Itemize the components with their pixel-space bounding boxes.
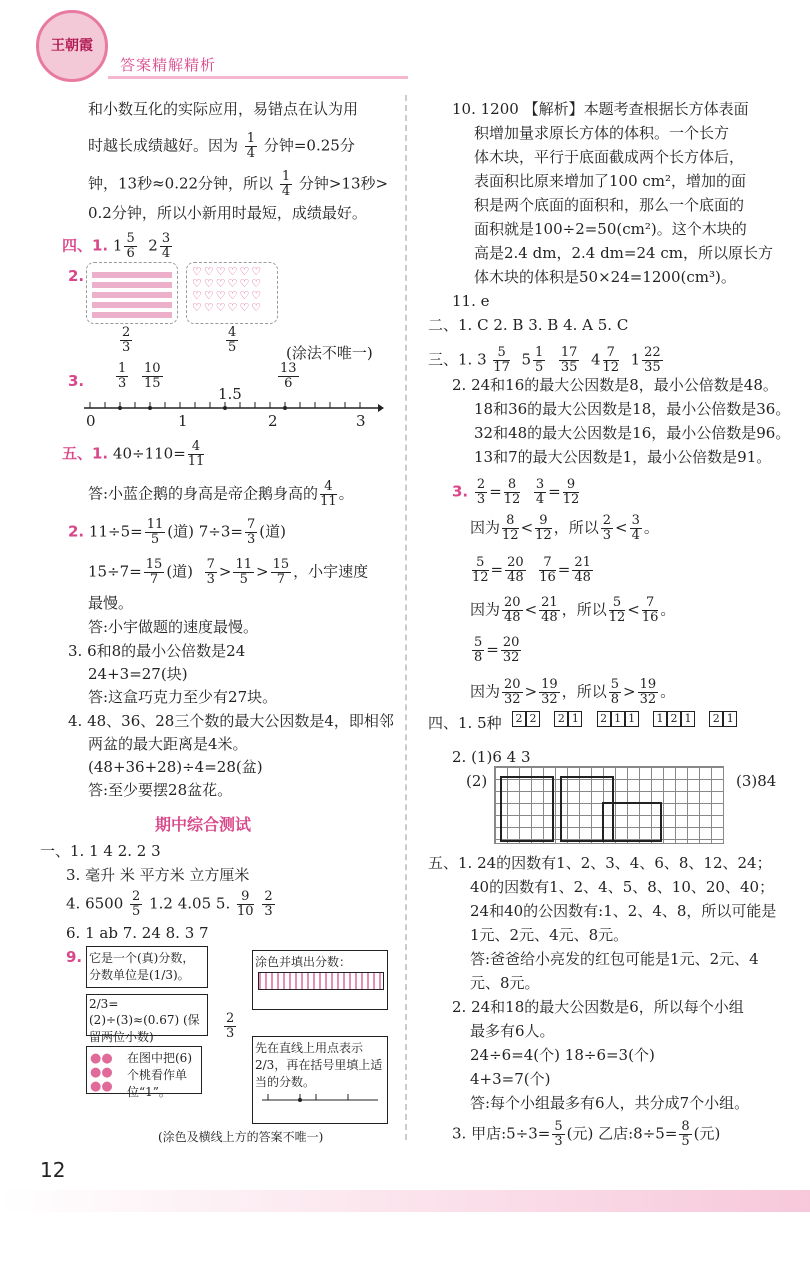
text-line: 积增加量求原长方体的体积。一个长方 — [474, 124, 730, 142]
text-line: 18和36的最大公因数是18，最小公倍数是36。 — [474, 400, 791, 418]
text-line: 答:爸爸给小亮发的红包可能是1元、2元、4 — [470, 950, 759, 968]
fraction-13-6: $\frac{13}{6}$ — [280, 361, 297, 391]
q9-box-numberline: 先在直线上用点表示2/3，再在括号里填上适当的分数。 — [252, 1036, 388, 1124]
text-line: 积是两个底面的面积和，那么一个底面的 — [474, 196, 745, 214]
cube-arrangements: 2 2 2 1 2 1 1 1 2 1 2 1 — [512, 708, 737, 727]
question-4-1: 四、1. 1 $\frac{5}{6}$ 2 $\frac{3}{4}$ — [62, 231, 171, 261]
axis-label-1-5: 1.5 — [218, 385, 242, 403]
fraction: $\frac{1}{4}$ — [281, 169, 291, 199]
fraction-10-15: $\frac{10}{15}$ — [144, 361, 161, 391]
text-line: $\frac{5}{12}$ = $\frac{20}{48}$ $\frac{7}{16}$ = $\frac{21}{48}$ — [472, 555, 591, 585]
text-line: 0.2分钟，所以小新用时最短，成绩最好。 — [88, 204, 367, 222]
rectangle — [500, 776, 554, 842]
section-4-q1: 四、1. 5种 — [428, 714, 502, 732]
column-divider — [405, 95, 407, 1140]
q9-box-fraction-type: 它是一个(真)分数，分数单位是(1/3)。 — [86, 946, 208, 988]
text-line: (2) — [466, 772, 488, 790]
answer-5-2: 答:小宇做题的速度最慢。 — [88, 618, 259, 636]
axis-label-0: 0 — [86, 412, 96, 430]
section-2-answers: 二、1. C 2. B 3. B 4. A 5. C — [428, 316, 629, 334]
text-line: 答:每个小组最多有6人，共分成7个小组。 — [470, 1094, 750, 1112]
midterm-q6: 6. 1 ab 7. 24 8. 3 7 — [66, 924, 209, 942]
fraction-center: $\frac{2}{3}$ — [226, 1011, 235, 1041]
note: (涂法不唯一) — [286, 344, 373, 362]
question-11: 11. e — [452, 292, 490, 310]
axis-label-1: 1 — [178, 412, 188, 430]
text-line: 高是2.4 dm，2.4 dm=24 cm，所以原长方 — [474, 244, 773, 262]
rectangle — [602, 802, 662, 842]
logo-text: 王朝霞 — [51, 38, 93, 54]
question-5-1: 五、1. 40÷110= $\frac{4}{11}$ — [62, 439, 205, 469]
text-line: 面积就是100÷2=50(cm²)。这个木块的 — [474, 220, 747, 238]
number-line — [84, 398, 384, 438]
mini-number-line — [258, 1090, 382, 1120]
text-line: 1元、2元、4元、8元。 — [470, 926, 629, 944]
text-line: 最多有6人。 — [470, 1022, 555, 1040]
fraction-two-thirds: $\frac{2}{3}$ — [122, 325, 131, 355]
text-line: 表面积比原来增加了100 cm²，增加的面 — [474, 172, 747, 190]
text-line: 因为 $\frac{20}{32}$ > $\frac{19}{32}$ ，所以 $\frac{5}{8}$ > $\frac{19}{32}$ 。 — [470, 677, 676, 707]
text-line: 元、8元。 — [470, 974, 540, 992]
text-line: (48+36+28)÷4=28(盆) — [88, 758, 263, 776]
question-5-2-line2: 15÷7= $\frac{15}{7}$ (道) $\frac{7}{3}$ > $\frac{11}{5}$ > $\frac{15}{7}$ ，小宇速度 — [88, 557, 369, 587]
text-line: 24+3=27(块) — [88, 665, 188, 683]
fraction-one-third: $\frac{1}{3}$ — [118, 361, 127, 391]
text-line: 24÷6=4(个) 18÷6=3(个) — [470, 1046, 655, 1064]
axis-label-3: 3 — [356, 412, 366, 430]
text-line: 40的因数有1、2、4、5、8、10、20、40； — [470, 878, 775, 896]
midterm-q1: 一、1. 1 4 2. 2 3 — [40, 842, 161, 860]
text-line: 时越长成绩越好。因为 $\frac{1}{4}$ 分钟=0.25分 — [88, 131, 355, 161]
answer-5-3: 答:这盒巧克力至少有27块。 — [88, 688, 278, 706]
text-line: 因为 $\frac{8}{12}$ < $\frac{9}{12}$ ，所以 $\frac{2}{3}$ < $\frac{3}{4}$ 。 — [470, 513, 659, 543]
text-line: 体木块，平行于底面截成两个长方体后， — [474, 148, 745, 166]
peach-icons: ●● ●● ●● — [90, 1051, 113, 1094]
answer-5-4: 答:至少要摆28盆花。 — [88, 781, 233, 799]
text-line: (3)84 — [736, 772, 777, 790]
text-line: 2. 24和16的最大公因数是8，最小公倍数是48。 — [452, 376, 778, 394]
question-5-3: 3. 6和8的最小公倍数是24 — [68, 642, 246, 660]
question-10: 10. 1200 【解析】本题考查根据长方体表面 — [452, 100, 749, 118]
question-5-4: 4. 48、36、28三个数的最大公因数是4，即相邻 — [68, 712, 394, 730]
q9-box-peaches: 在图中把(6)个桃看作单位“1”。 — [86, 1046, 202, 1094]
fraction: $\frac{1}{4}$ — [246, 131, 256, 161]
text-line: 和小数互化的实际应用，易错点在认为用 — [88, 100, 359, 118]
text-line: 最慢。 — [88, 594, 134, 612]
text-line: $\frac{5}{8}$ = $\frac{20}{32}$ — [474, 635, 520, 665]
section-title: 期中综合测试 — [155, 815, 252, 834]
text-line: 体木块的体积是50×24=1200(cm³)。 — [474, 268, 736, 286]
midterm-q4: 4. 6500 $\frac{2}{5}$ 1.2 4.05 5. $\frac{9}{10}$ $\frac{2}{3}$ — [66, 889, 273, 919]
section-4-q2: 2. (1)6 4 3 — [452, 748, 531, 766]
hearts-grid: ♡♡♡♡♡♡ ♡♡♡♡♡♡ ♡♡♡♡♡♡ ♡♡♡♡♡♡ — [192, 265, 264, 314]
page-number: 12 — [40, 1158, 66, 1182]
question-4-2-label: 2. — [68, 267, 85, 285]
q9-box-shade: 涂色并填出分数： — [252, 950, 388, 1010]
answer-5-1: 答:小蓝企鹅的身高是帝企鹅身高的 $\frac{4}{11}$ 。 — [88, 479, 354, 509]
fraction-four-fifths: $\frac{4}{5}$ — [228, 325, 237, 355]
text-line: 13和7的最大公因数是1，最小公倍数是91。 — [474, 448, 772, 466]
midterm-q9-label: 9. — [66, 948, 83, 966]
q9-box-decimal: 2/3=(2)÷(3)≈(0.67) (保留两位小数) — [86, 994, 208, 1036]
question-5-2: 2. 11÷5= $\frac{11}{5}$ (道) 7÷3= $\frac{7}{3}$ (道) — [68, 517, 286, 547]
text-line: 两盆的最大距离是4米。 — [88, 735, 248, 753]
shaded-strip — [258, 972, 384, 990]
text-line: 因为 $\frac{20}{48}$ < $\frac{21}{48}$ ，所以 $\frac{5}{12}$ < $\frac{7}{16}$ 。 — [470, 595, 676, 625]
text-line: 4+3=7(个) — [470, 1070, 551, 1088]
shaded-bars — [92, 268, 172, 318]
axis-label-2: 2 — [268, 412, 278, 430]
publisher-logo — [36, 10, 108, 82]
text-line: 钟，13秒≈0.22分钟，所以 $\frac{1}{4}$ 分钟>13秒> — [88, 169, 389, 199]
midterm-q3: 3. 毫升 米 平方米 立方厘米 — [66, 866, 250, 884]
section-3-q1: 三、1. 3 $\frac{5}{17}$ 5 $\frac{1}{5}$ $\frac{17}{35}$ 4 $\frac{7}{12}$ 1 $\frac{22}{35}$ — [428, 345, 661, 375]
section-5-q3: 3. 甲店:5÷3= $\frac{5}{3}$ (元) 乙店:8÷5= $\frac{8}{5}$ (元) — [452, 1119, 721, 1149]
text-line: 32和48的最大公因数是16，最小公倍数是96。 — [474, 424, 791, 442]
text-line: 24和40的公因数有:1、2、4、8，所以可能是 — [470, 902, 777, 920]
header-title: 答案精解精析 — [120, 56, 217, 74]
footer-bar — [0, 1190, 810, 1212]
section-5-q1: 五、1. 24的因数有1、2、3、4、6、8、12、24； — [428, 854, 772, 872]
note: (涂色及横线上方的答案不唯一) — [158, 1130, 324, 1144]
section-3-q3: 3. $\frac{2}{3}$ = $\frac{8}{12}$ $\frac{3}{4}$ = $\frac{9}{12}$ — [452, 477, 580, 507]
header-underline — [108, 76, 408, 79]
question-4-3-label: 3. — [68, 372, 85, 390]
section-5-q2: 2. 24和18的最大公因数是6，所以每个小组 — [452, 998, 744, 1016]
